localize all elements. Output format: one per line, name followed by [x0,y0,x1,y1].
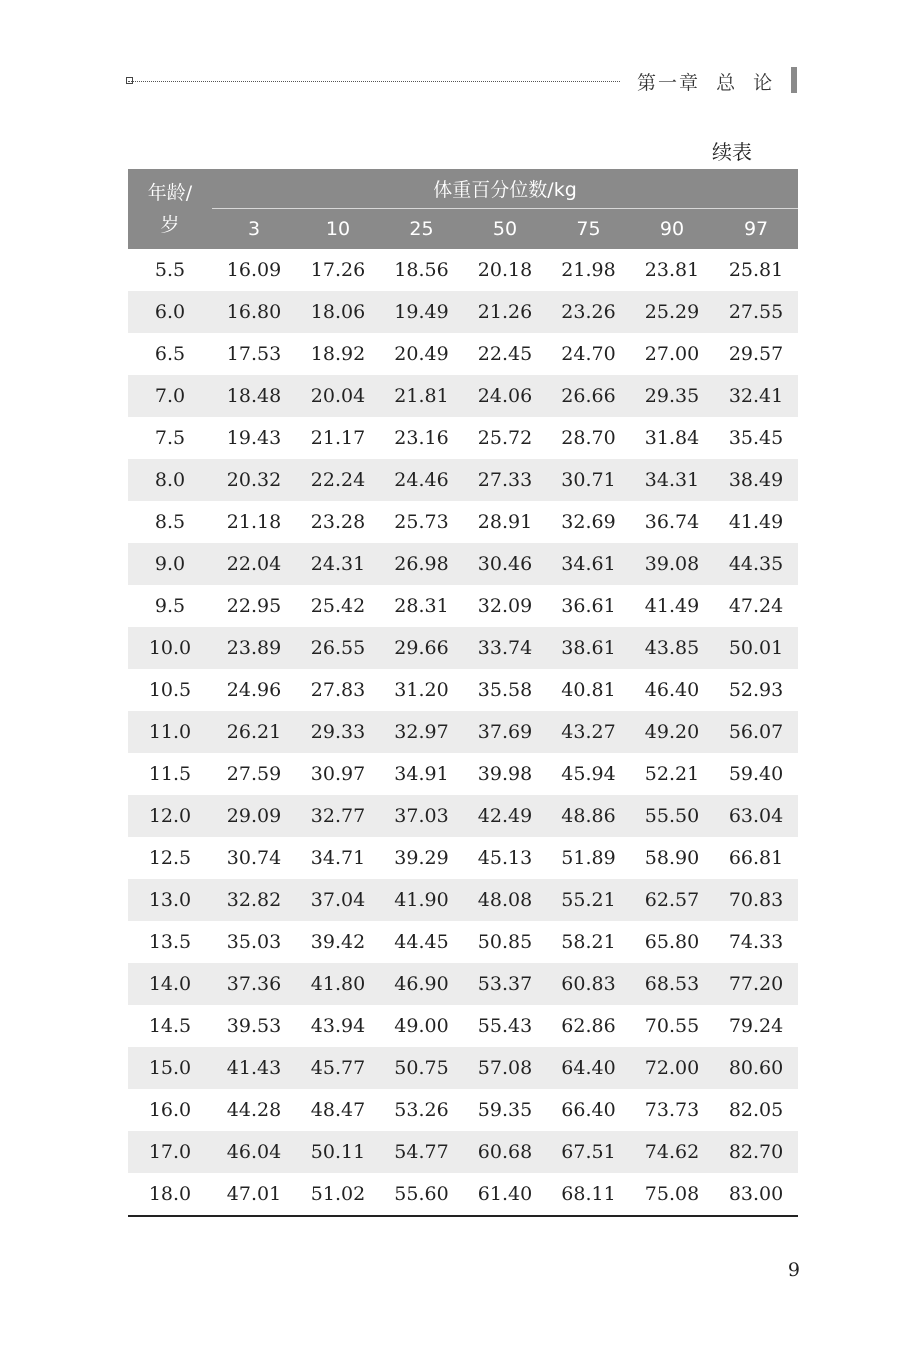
weight-value-cell: 55.60 [380,1173,463,1216]
weight-value-cell: 40.81 [561,679,616,701]
table-row [128,879,798,921]
age-cell: 17.0 [128,1131,212,1173]
weight-value-cell: 48.08 [463,879,547,921]
age-cell: 12.5 [148,847,192,869]
weight-value-cell: 65.80 [644,931,700,953]
age-cell: 9.5 [154,595,186,617]
weight-value-cell: 43.94 [310,1015,366,1037]
table-row [128,963,798,1005]
weight-value-cell: 29.57 [728,343,784,365]
weight-value-cell: 28.91 [477,511,533,533]
weight-value-cell: 34.71 [310,847,366,869]
weight-value-cell: 28.70 [561,427,616,449]
age-cell: 7.5 [154,427,186,449]
weight-value-cell: 51.89 [561,847,616,869]
age-header-line1: 年龄/ [147,182,193,204]
age-header-line2: 岁 [160,214,180,236]
age-cell: 9.0 [128,543,212,585]
table-row [128,795,798,837]
weight-value-cell: 34.31 [630,459,714,501]
table-row [128,1173,798,1216]
table-row [128,1005,798,1047]
weight-value-cell: 46.90 [380,963,463,1005]
weight-value-cell: 22.24 [296,459,380,501]
weight-value-cell: 75.08 [630,1173,714,1216]
weight-value-cell: 44.28 [226,1099,282,1121]
weight-value-cell: 66.40 [561,1099,616,1121]
weight-value-cell: 17.26 [310,259,366,281]
weight-value-cell: 27.83 [310,679,366,701]
percentile-header-cell: 90 [630,209,714,250]
weight-value-cell: 54.77 [380,1131,463,1173]
weight-value-cell: 55.50 [630,795,714,837]
weight-value-cell: 67.51 [547,1131,630,1173]
weight-value-cell: 45.94 [561,763,616,785]
weight-value-cell: 20.49 [394,343,449,365]
weight-value-cell: 26.98 [380,543,463,585]
table-row [128,501,798,543]
table-row [128,1131,798,1173]
weight-value-cell: 23.81 [644,259,700,281]
weight-value-cell: 57.08 [463,1047,547,1089]
weight-value-cell: 35.03 [226,931,282,953]
weight-value-cell: 51.02 [296,1173,380,1216]
weight-value-cell: 25.42 [310,595,366,617]
weight-value-cell: 73.73 [644,1099,700,1121]
weight-value-cell: 34.61 [547,543,630,585]
weight-value-cell: 18.92 [310,343,366,365]
weight-value-cell: 68.11 [547,1173,630,1216]
age-cell: 11.5 [148,763,192,785]
weight-value-cell: 47.01 [212,1173,296,1216]
weight-value-cell: 27.00 [644,343,700,365]
age-cell: 10.0 [128,627,212,669]
weight-value-cell: 41.43 [212,1047,296,1089]
weight-value-cell: 74.62 [630,1131,714,1173]
weight-value-cell: 29.09 [212,795,296,837]
weight-value-cell: 21.18 [226,511,282,533]
weight-value-cell: 55.43 [477,1015,533,1037]
weight-value-cell: 82.70 [714,1131,798,1173]
table-row [128,753,798,795]
weight-value-cell: 53.37 [463,963,547,1005]
weight-value-cell: 23.26 [547,291,630,333]
weight-value-cell: 24.96 [226,679,282,701]
table-row [128,459,798,501]
weight-value-cell: 25.81 [728,259,784,281]
weight-value-cell: 18.56 [394,259,449,281]
weight-value-cell: 64.40 [547,1047,630,1089]
weight-value-cell: 37.36 [212,963,296,1005]
age-cell: 18.0 [128,1173,212,1216]
weight-value-cell: 39.53 [226,1015,282,1037]
weight-value-cell: 46.40 [644,679,700,701]
page-number: 9 [787,1259,800,1281]
weight-value-cell: 39.98 [477,763,533,785]
percentile-header-cell: 10 [296,209,380,250]
weight-value-cell: 17.53 [226,343,282,365]
weight-value-cell: 29.33 [296,711,380,753]
table-row [128,249,798,291]
weight-value-cell: 21.26 [463,291,547,333]
weight-value-cell: 24.31 [296,543,380,585]
age-cell: 11.0 [128,711,212,753]
age-cell: 6.0 [128,291,212,333]
age-cell: 7.0 [128,375,212,417]
weight-value-cell: 20.18 [477,259,533,281]
weight-value-cell: 77.20 [714,963,798,1005]
table-row [128,1089,798,1131]
weight-value-cell: 39.29 [394,847,449,869]
weight-value-cell: 23.89 [212,627,296,669]
weight-value-cell: 37.04 [296,879,380,921]
weight-value-cell: 24.70 [561,343,616,365]
weight-value-cell: 52.93 [728,679,784,701]
weight-value-cell: 42.49 [463,795,547,837]
weight-value-cell: 59.40 [728,763,784,785]
weight-value-cell: 39.08 [630,543,714,585]
age-cell: 8.0 [128,459,212,501]
weight-value-cell: 41.80 [296,963,380,1005]
table-row [128,375,798,417]
table-row [128,333,798,375]
weight-value-cell: 53.26 [394,1099,449,1121]
weight-value-cell: 60.68 [463,1131,547,1173]
weight-value-cell: 22.45 [477,343,533,365]
weight-value-cell: 21.17 [310,427,366,449]
table-row [128,585,798,627]
weight-value-cell: 50.11 [296,1131,380,1173]
weight-value-cell: 79.24 [728,1015,784,1037]
age-cell: 13.5 [148,931,192,953]
weight-value-cell: 28.31 [394,595,449,617]
table-row [128,543,798,585]
weight-value-cell: 45.77 [296,1047,380,1089]
weight-value-cell: 49.20 [630,711,714,753]
table-body [128,249,798,1216]
weight-value-cell: 32.82 [212,879,296,921]
age-cell: 8.5 [154,511,186,533]
weight-value-cell: 21.98 [561,259,616,281]
weight-value-cell: 26.55 [296,627,380,669]
percentile-header-cell: 75 [547,209,630,250]
weight-value-cell: 61.40 [463,1173,547,1216]
weight-value-cell: 18.06 [296,291,380,333]
weight-value-cell: 22.95 [226,595,282,617]
weight-value-cell: 72.00 [630,1047,714,1089]
weight-value-cell: 50.75 [380,1047,463,1089]
weight-value-cell: 43.85 [630,627,714,669]
weight-value-cell: 68.53 [630,963,714,1005]
weight-value-cell: 58.21 [561,931,616,953]
weight-value-cell: 60.83 [547,963,630,1005]
weight-value-cell: 21.81 [380,375,463,417]
weight-value-cell: 52.21 [644,763,700,785]
weight-value-cell: 44.45 [394,931,449,953]
weight-value-cell: 41.49 [644,595,700,617]
weight-value-cell: 66.81 [728,847,784,869]
weight-value-cell: 26.21 [212,711,296,753]
weight-value-cell: 23.28 [310,511,366,533]
age-cell: 13.0 [128,879,212,921]
weight-value-cell: 30.71 [547,459,630,501]
table-row [128,669,798,711]
weight-value-cell: 48.47 [310,1099,366,1121]
weight-value-cell: 36.74 [644,511,700,533]
weight-value-cell: 37.69 [463,711,547,753]
age-header [128,169,212,249]
weight-value-cell: 32.41 [714,375,798,417]
weight-value-cell: 18.48 [212,375,296,417]
weight-value-cell: 26.66 [547,375,630,417]
weight-value-cell: 19.49 [380,291,463,333]
weight-value-cell: 29.35 [630,375,714,417]
weight-value-cell: 38.61 [547,627,630,669]
chapter-title: 第一章 总 论 [637,72,775,94]
weight-value-cell: 62.86 [561,1015,616,1037]
weight-value-cell: 39.42 [310,931,366,953]
weight-value-cell: 41.90 [380,879,463,921]
weight-value-cell: 82.05 [728,1099,784,1121]
weight-value-cell: 25.73 [394,511,449,533]
weight-value-cell: 80.60 [714,1047,798,1089]
table-row [128,711,798,753]
weight-value-cell: 20.04 [296,375,380,417]
weight-value-cell: 59.35 [477,1099,533,1121]
weight-value-cell: 44.35 [714,543,798,585]
weight-value-cell: 35.45 [728,427,784,449]
weight-value-cell: 45.13 [477,847,533,869]
weight-value-cell: 37.03 [380,795,463,837]
age-cell: 6.5 [154,343,186,365]
weight-value-cell: 32.97 [380,711,463,753]
percentile-header-cell: 50 [463,209,547,250]
weight-value-cell: 63.04 [714,795,798,837]
table-row [128,1047,798,1089]
weight-value-cell: 20.32 [212,459,296,501]
weight-value-cell: 47.24 [728,595,784,617]
percentile-header-cell: 97 [714,209,798,250]
weight-value-cell: 32.77 [296,795,380,837]
weight-value-cell: 30.97 [310,763,366,785]
weight-value-cell: 33.74 [463,627,547,669]
weight-value-cell: 46.04 [212,1131,296,1173]
weight-value-cell: 34.91 [394,763,449,785]
weight-value-cell: 16.80 [212,291,296,333]
weight-value-cell: 27.33 [463,459,547,501]
weight-value-cell: 50.01 [714,627,798,669]
age-cell: 5.5 [154,259,186,281]
age-cell: 12.0 [128,795,212,837]
weight-value-cell: 38.49 [714,459,798,501]
header-dotted-rule [128,81,620,82]
age-cell: 16.0 [148,1099,192,1121]
weight-value-cell: 56.07 [714,711,798,753]
table-row [128,417,798,459]
weight-value-cell: 30.46 [463,543,547,585]
weight-value-cell: 31.84 [644,427,700,449]
weight-value-cell: 48.86 [547,795,630,837]
percentile-header-cell: 3 [212,209,296,250]
weight-value-cell: 25.72 [477,427,533,449]
continued-label: 续表 [712,140,752,164]
weight-value-cell: 43.27 [547,711,630,753]
weight-value-cell: 32.09 [477,595,533,617]
weight-value-cell: 74.33 [728,931,784,953]
age-cell: 14.5 [148,1015,192,1037]
weight-value-cell: 58.90 [644,847,700,869]
table-row [128,921,798,963]
weight-value-cell: 16.09 [226,259,282,281]
weight-value-cell: 83.00 [714,1173,798,1216]
percentile-header-cell: 25 [380,209,463,250]
percentile-group-header: 体重百分位数/kg [212,169,798,209]
weight-value-cell: 70.83 [714,879,798,921]
table-row [128,627,798,669]
weight-value-cell: 29.66 [380,627,463,669]
weight-value-cell: 27.55 [714,291,798,333]
weight-value-cell: 31.20 [394,679,449,701]
weight-value-cell: 25.29 [630,291,714,333]
weight-value-cell: 24.06 [463,375,547,417]
weight-percentile-table [128,169,798,1217]
weight-value-cell: 55.21 [547,879,630,921]
chapter-bar-marker [791,67,797,93]
weight-value-cell: 62.57 [630,879,714,921]
weight-value-cell: 19.43 [226,427,282,449]
table-row [128,291,798,333]
weight-value-cell: 24.46 [380,459,463,501]
weight-value-cell: 41.49 [728,511,784,533]
weight-value-cell: 32.69 [561,511,616,533]
weight-value-cell: 27.59 [226,763,282,785]
age-cell: 15.0 [128,1047,212,1089]
weight-value-cell: 49.00 [394,1015,449,1037]
weight-value-cell: 36.61 [561,595,616,617]
weight-value-cell: 22.04 [212,543,296,585]
weight-value-cell: 50.85 [477,931,533,953]
weight-value-cell: 23.16 [394,427,449,449]
weight-value-cell: 70.55 [644,1015,700,1037]
table-header-row [128,169,798,209]
table-row [128,837,798,879]
age-cell: 14.0 [128,963,212,1005]
percentile-header-row [128,209,798,250]
weight-value-cell: 35.58 [477,679,533,701]
age-cell: 10.5 [148,679,192,701]
weight-value-cell: 30.74 [226,847,282,869]
